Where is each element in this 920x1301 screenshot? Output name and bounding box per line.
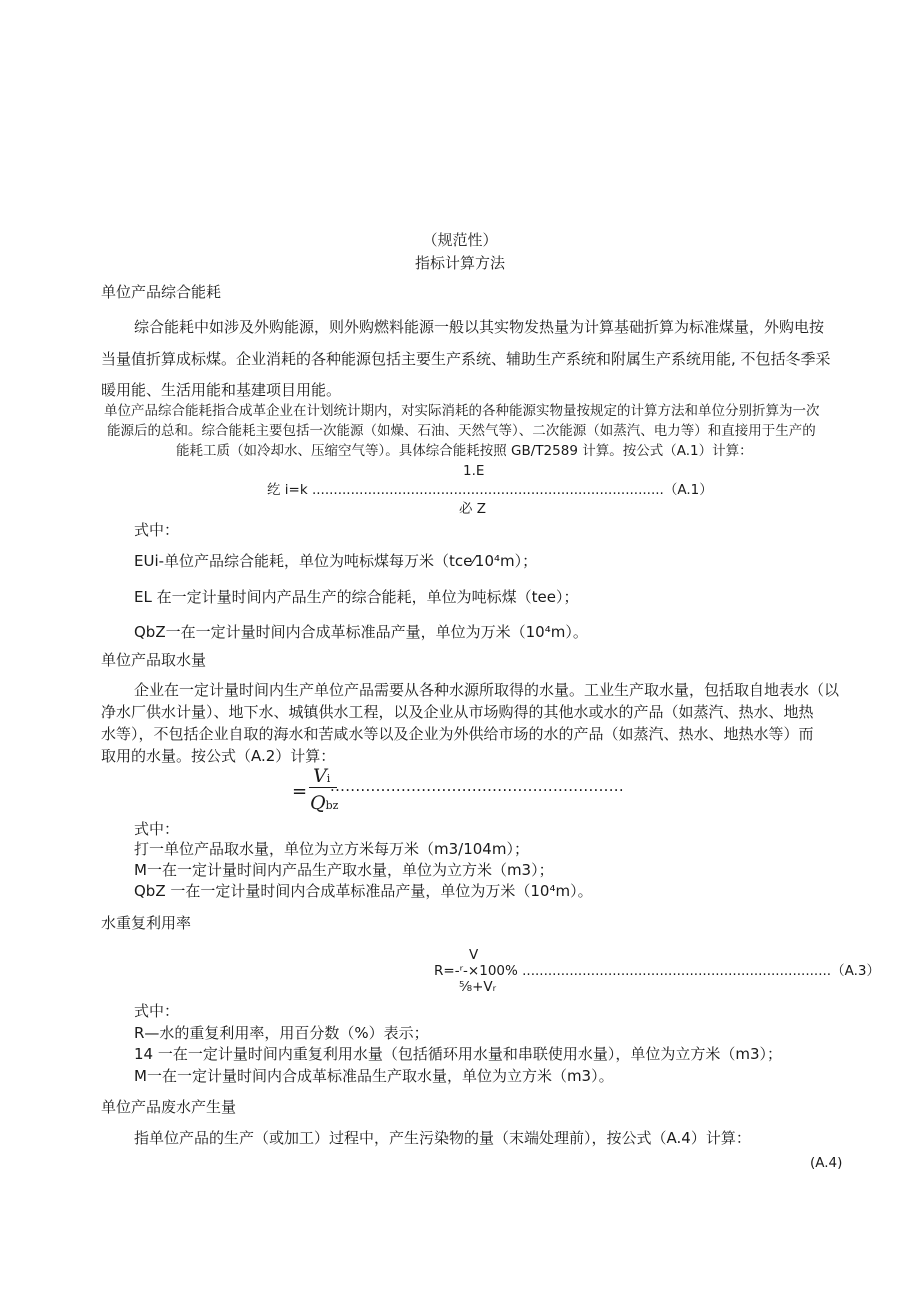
definition-line: EL 在一定计量时间内产品生产的综合能耗，单位为吨标煤（tee）； [134, 588, 579, 606]
formula-a3: R=-ʳ-×100% ........................................................................（A.3） [434, 963, 880, 979]
paragraph-line: 取用的水量。按公式（A.2）计算： [101, 747, 336, 765]
formula-a2-dots: .......................................................... [330, 777, 624, 795]
section-heading-water-intake: 单位产品取水量 [101, 651, 207, 669]
paragraph-line: 当量值折算成标煤。企业消耗的各种能源包括主要生产系统、辅助生产系统和附属生产系统用能, 不包括冬季采 [101, 350, 831, 368]
formula-a1-denominator: 必 Z [459, 501, 487, 517]
paragraph-line: 能耗工质（如冷却水、压缩空气等）。具体综合能耗按照 GB/T2589 计算。按公式（A.1）计算： [176, 443, 753, 459]
paragraph-line: 企业在一定计量时间内生产单位产品需要从各种水源所取得的水量。工业生产取水量，包括取自地表水（以 [134, 681, 840, 699]
paragraph-line: 水等），不包括企业自取的海水和苦咸水等以及企业为外供给市场的水的产品（如蒸汽、热水、地热水等）而 [101, 725, 814, 743]
paragraph-line: 净水厂供水计量）、地下水、城镇供水工程，以及企业从市场购得的其他水或水的产品（如蒸汽、热水、地热 [101, 703, 814, 721]
formula-a4-label: (A.4) [810, 1155, 843, 1171]
section-heading-energy: 单位产品综合能耗 [101, 283, 222, 301]
definition-line: EUi-单位产品综合能耗，单位为吨标煤每万米（tce⁄10⁴m）； [134, 552, 538, 570]
definition-line: R—水的重复利用率，用百分数（%）表示； [134, 1024, 429, 1042]
annex-title: 指标计算方法 [414, 254, 505, 272]
definition-line: QbZ 一在一定计量时间内合成革标准品产量，单位为万米（10⁴m）。 [134, 882, 593, 900]
formula-a3-denominator: ⅝+Vᵣ [459, 979, 497, 995]
where-label: 式中： [134, 820, 180, 838]
formula-a2-equals: = [292, 781, 308, 802]
where-label: 式中： [134, 1002, 180, 1020]
paragraph-line: 指单位产品的生产（或加工）过程中，产生污染物的量（末端处理前），按公式（A.4）计算： [134, 1129, 751, 1147]
paragraph-line: 单位产品综合能耗指合成革企业在计划统计期内，对实际消耗的各种能源实物量按规定的计算方法和单位分别折算为一次 [104, 403, 820, 419]
formula-a3-numerator: V [469, 947, 479, 963]
section-heading-wastewater: 单位产品废水产生量 [101, 1098, 237, 1116]
paragraph-line: 能源后的总和。综合能耗主要包括一次能源（如燥、石油、天然气等）、二次能源（如蒸汽、电力等）和直接用于生产的 [107, 423, 816, 439]
section-heading-water-reuse: 水重复利用率 [101, 914, 192, 932]
definition-line: 打一单位产品取水量，单位为立方米每万米（m3/104m）； [134, 840, 529, 858]
definition-line: M一在一定计量时间内产品生产取水量，单位为立方米（m3）； [134, 861, 554, 879]
formula-a1-numerator: 1.E [463, 463, 485, 479]
definition-line: 14 一在一定计量时间内重复利用水量（包括循环用水量和串联使用水量），单位为立方米（m3）； [134, 1045, 783, 1063]
formula-a2-numerator: Vi [313, 765, 331, 787]
definition-line: M一在一定计量时间内合成革标准品生产取水量，单位为立方米（m3）。 [134, 1067, 614, 1085]
where-label: 式中： [134, 521, 180, 539]
formula-a2-denominator: Qbz [310, 792, 339, 814]
formula-a1: 纥 i=k ..................................................................................（A.1） [267, 482, 713, 498]
annex-type: （规范性） [422, 231, 498, 249]
definition-line: QbZ一在一定计量时间内合成革标准品产量，单位为万米（10⁴m）。 [134, 623, 588, 641]
paragraph-line: 综合能耗中如涉及外购能源，则外购燃料能源一般以其实物发热量为计算基础折算为标准煤量，外购电按 [134, 318, 825, 336]
paragraph-line: 暖用能、生活用能和基建项目用能。 [101, 381, 342, 399]
